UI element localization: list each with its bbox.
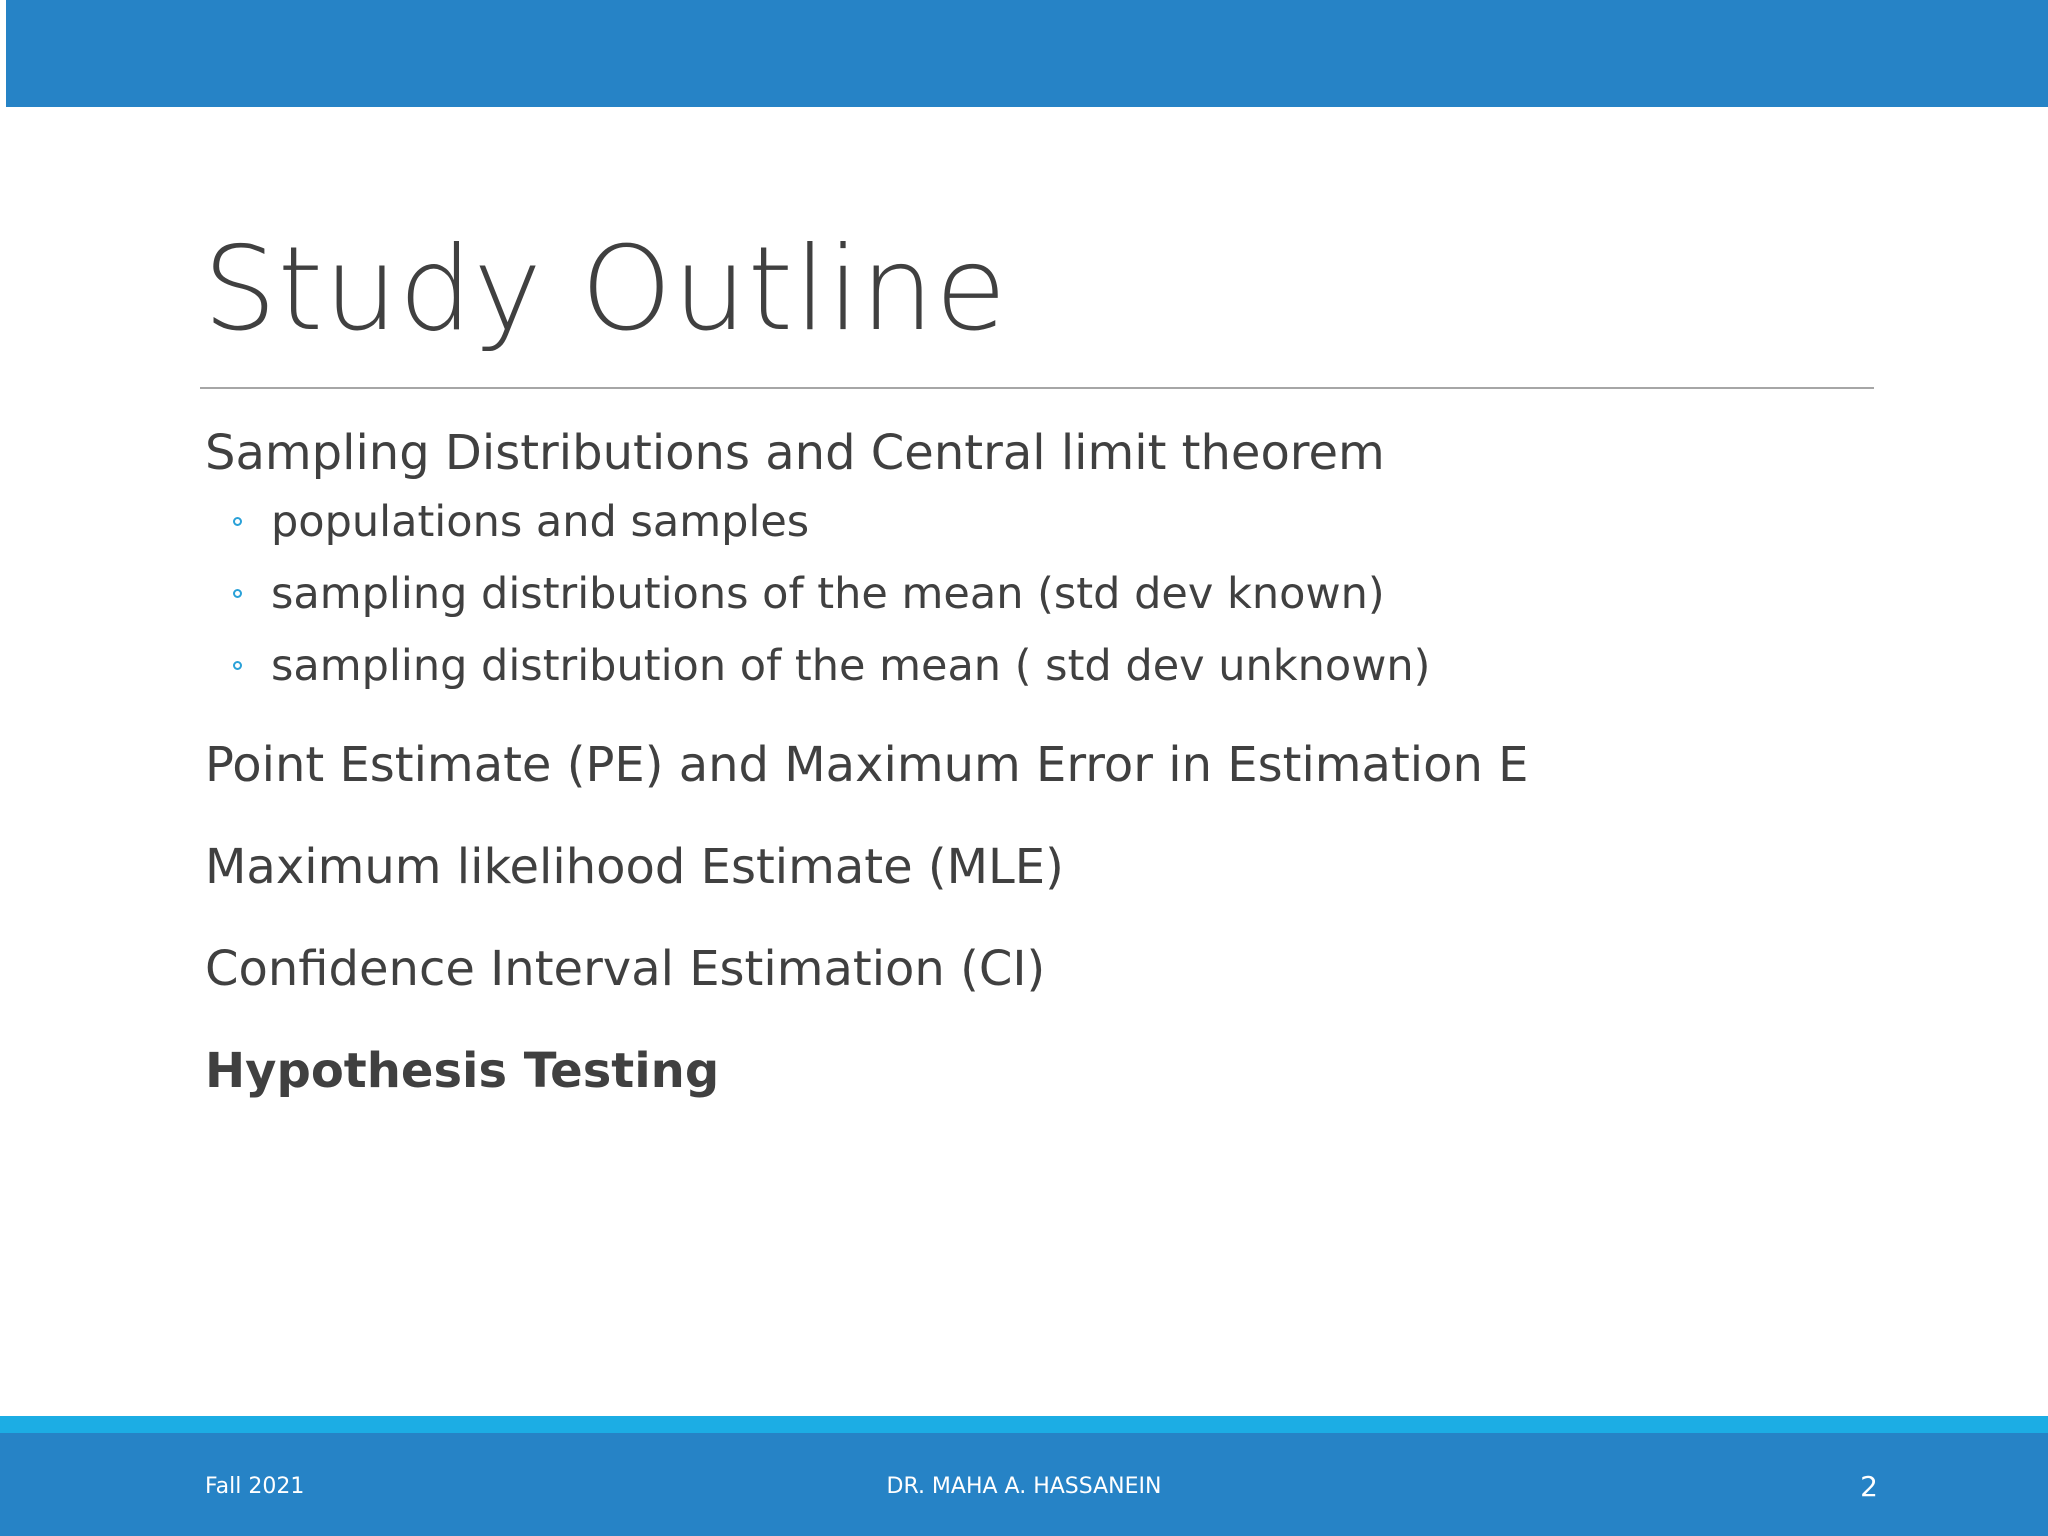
footer-date: Fall 2021 xyxy=(205,1474,305,1499)
circle-bullet-icon xyxy=(233,589,242,598)
top-header-bar xyxy=(6,0,2048,107)
outline-content xyxy=(205,420,1885,1104)
sub-item-mean-known xyxy=(205,558,1885,630)
circle-bullet-icon xyxy=(233,661,242,670)
sub-item-label: sampling distributions of the mean (std dev known) xyxy=(271,569,1385,619)
outline-item-confidence-interval: Confidence Interval Estimation (CI) xyxy=(205,941,1046,997)
outline-item-point-estimate: Point Estimate (PE) and Maximum Error in Estimation E xyxy=(205,737,1529,793)
slide-number: 2 xyxy=(1860,1470,1878,1503)
circle-bullet-icon xyxy=(233,517,242,526)
sub-item-mean-unknown xyxy=(205,630,1885,702)
outline-item-mle: Maximum likelihood Estimate (MLE) xyxy=(205,839,1064,895)
title-divider xyxy=(200,387,1874,389)
footer-author: DR. MAHA A. HASSANEIN xyxy=(886,1474,1162,1499)
slide-title: Study Outline xyxy=(203,222,1008,357)
sub-item-populations xyxy=(205,486,1885,558)
footer-accent-stripe xyxy=(0,1416,2048,1433)
sub-item-label: sampling distribution of the mean ( std dev unknown) xyxy=(271,641,1431,691)
sub-item-label: populations and samples xyxy=(271,497,810,547)
outline-item-sampling: Sampling Distributions and Central limit theorem xyxy=(205,425,1385,481)
outline-item-hypothesis-testing: Hypothesis Testing xyxy=(205,1043,720,1099)
sampling-sublist xyxy=(205,486,1885,702)
